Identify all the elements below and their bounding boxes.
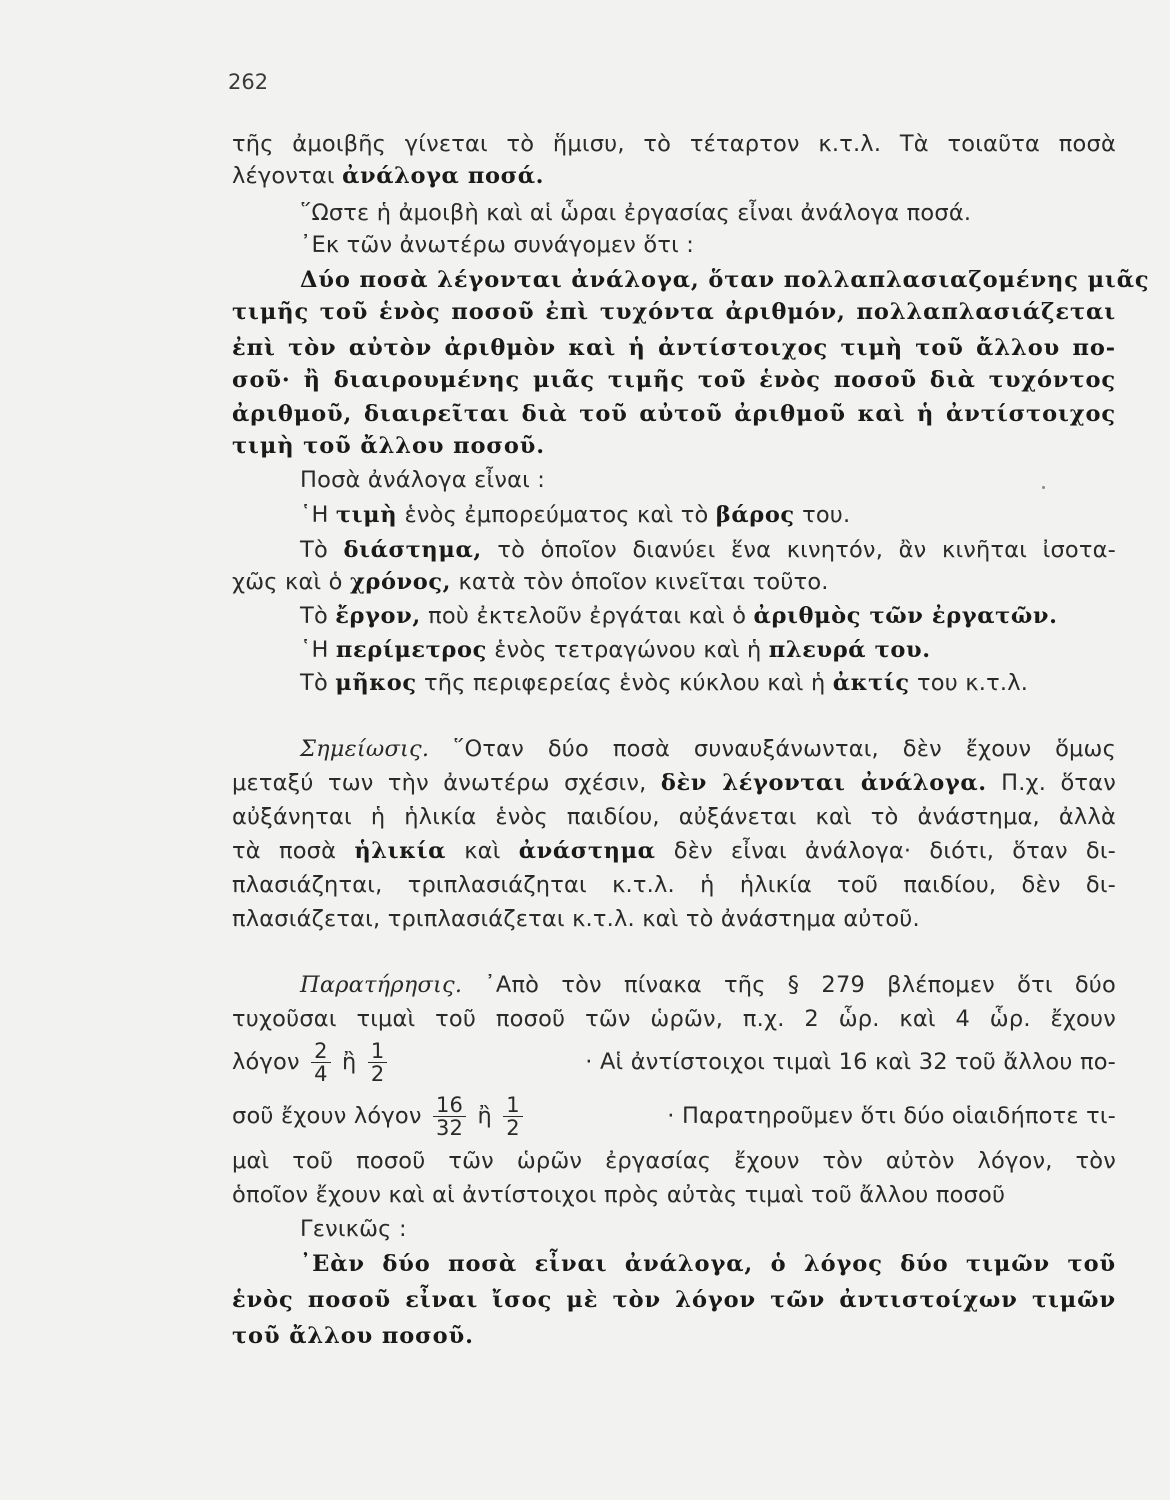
rule-line: ᾽Εὰν δύο ποσὰ εἶναι ἀνάλογα, ὁ λόγος δύο τιμῶν τοῦ: [300, 1251, 1116, 1277]
note-line: αὐξάνηται ἡ ἡλικία ἑνὸς παιδίου, αὐξάνεται καὶ τὸ ἀνάστημα, ἀλλὰ: [232, 804, 1116, 830]
remark-line: ὁποῖον ἔχουν καὶ αἱ ἀντίστοιχοι πρὸς αὐτὰς τιμαὶ τοῦ ἄλλου ποσοῦ: [232, 1182, 1006, 1208]
definition-line: τιμὴ τοῦ ἄλλου ποσοῦ.: [232, 433, 546, 459]
note-line: τὰ ποσὰ ἡλικία καὶ ἀνάστημα δὲν εἶναι ἀνάλογα· διότι, ὅταν δι-: [232, 838, 1116, 864]
note-heading: Σημείωσις.: [300, 736, 430, 762]
example-line: ῾Η τιμὴ ἑνὸς ἐμπορεύματος καὶ τὸ βάρος του.: [300, 502, 851, 528]
rule-line: ἑνὸς ποσοῦ εἶναι ἴσος μὲ τὸν λόγον τῶν ἀντιστοίχων τιμῶν: [232, 1287, 1116, 1313]
text-line: ᾽Εκ τῶν ἀνωτέρω συνάγομεν ὅτι :: [300, 232, 695, 258]
remark-line: Παρατήρησις. ᾽Απὸ τὸν πίνακα τῆς § 279 βλέπομεν ὅτι δύο: [300, 972, 1116, 998]
example-line: Τὸ μῆκος τῆς περιφερείας ἑνὸς κύκλου καὶ ἡ ἀκτίς του κ.τ.λ.: [300, 670, 1029, 696]
remark-heading: Παρατήρησις.: [300, 972, 463, 998]
note-line: πλασιάζεται, τριπλασιάζεται κ.τ.λ. καὶ τὸ ἀνάστημα αὐτοῦ.: [232, 906, 920, 932]
fraction: $\frac{16}{32}$: [433, 1094, 466, 1139]
remark-line: λόγον $\frac{2}{4}$ ἢ $\frac{1}{2}$ · Αἱ ἀντίστοιχοι τιμαὶ 16 καὶ 32 τοῦ ἄλλου πο-: [232, 1038, 1116, 1086]
note-line: μεταξύ των τὴν ἀνωτέρω σχέσιν, δὲν λέγονται ἀνάλογα. Π.χ. ὅταν: [232, 770, 1116, 796]
term: ἀνάλογα ποσά.: [342, 163, 545, 189]
page-number: 262: [228, 70, 269, 94]
fraction: $\frac{1}{2}$: [368, 1040, 388, 1085]
remark-line: τυχοῦσαι τιμαὶ τοῦ ποσοῦ τῶν ὡρῶν, π.χ. 2 ὧρ. καὶ 4 ὧρ. ἔχουν: [232, 1006, 1116, 1032]
definition-line: ἐπὶ τὸν αὐτὸν ἀριθμὸν καὶ ἡ ἀντίστοιχος τιμὴ τοῦ ἄλλου πο-: [232, 335, 1116, 361]
fraction: $\frac{2}{4}$: [311, 1040, 331, 1085]
definition-line: σοῦ· ἢ διαιρουμένης μιᾶς τιμῆς τοῦ ἑνὸς ποσοῦ διὰ τυχόντος: [232, 367, 1116, 393]
example-line: Τὸ διάστημα, τὸ ὁποῖον διανύει ἕνα κινητόν, ἂν κινῆται ἰσοτα-: [300, 537, 1116, 563]
remark-line: Γενικῶς :: [300, 1216, 407, 1242]
text-line: τῆς ἀμοιβῆς γίνεται τὸ ἥμισυ, τὸ τέταρτον κ.τ.λ. Τὰ τοιαῦτα ποσὰ: [232, 131, 1116, 157]
fraction: $\frac{1}{2}$: [503, 1094, 523, 1139]
remark-line: μαὶ τοῦ ποσοῦ τῶν ὡρῶν ἐργασίας ἔχουν τὸν αὐτὸν λόγον, τὸν: [232, 1148, 1116, 1174]
rule-line: τοῦ ἄλλου ποσοῦ.: [232, 1323, 474, 1349]
definition-line: ἀριθμοῦ, διαιρεῖται διὰ τοῦ αὐτοῦ ἀριθμοῦ καὶ ἡ ἀντίστοιχος: [232, 401, 1116, 427]
note-line: πλασιάζηται, τριπλασιάζηται κ.τ.λ. ἡ ἡλικία τοῦ παιδίου, δὲν δι-: [232, 872, 1116, 898]
remark-line: σοῦ ἔχουν λόγον $\frac{16}{32}$ ἢ $\frac{1}{2}$ · Παρατηροῦμεν ὅτι δύο οἱαιδήποτε τι-: [232, 1092, 1116, 1140]
example-line: ῾Η περίμετρος ἑνὸς τετραγώνου καὶ ἡ πλευρά του.: [300, 637, 931, 663]
example-line: χῶς καὶ ὁ χρόνος, κατὰ τὸν ὁποῖον κινεῖται τοῦτο.: [232, 569, 829, 595]
note-line: Σημείωσις. ῞Οταν δύο ποσὰ συναυξάνωνται, δὲν ἔχουν ὅμως: [300, 736, 1116, 762]
definition-line: Δύο ποσὰ λέγονται ἀνάλογα, ὅταν πολλαπλασιαζομένης μιᾶς: [300, 267, 1150, 293]
speck: [1042, 486, 1045, 489]
text-line: λέγονται ἀνάλογα ποσά.: [232, 163, 545, 189]
text-line: Ποσὰ ἀνάλογα εἶναι :: [300, 467, 546, 493]
definition-line: τιμῆς τοῦ ἑνὸς ποσοῦ ἐπὶ τυχόντα ἀριθμόν, πολλαπλασιάζεται: [232, 299, 1116, 325]
example-line: Τὸ ἔργον, ποὺ ἐκτελοῦν ἐργάται καὶ ὁ ἀριθμὸς τῶν ἐργατῶν.: [300, 603, 1058, 629]
text-line: ῞Ωστε ἡ ἀμοιβὴ καὶ αἱ ὧραι ἐργασίας εἶναι ἀνάλογα ποσά.: [300, 200, 972, 226]
